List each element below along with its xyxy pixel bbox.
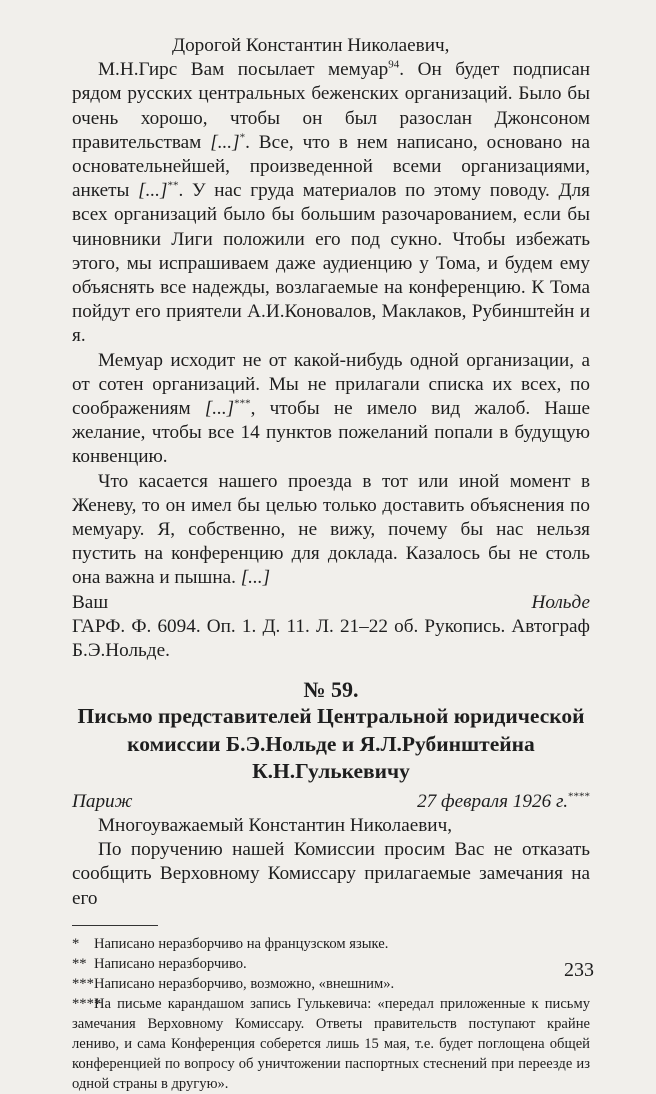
place: Париж (72, 790, 133, 812)
p1-text-d: . У нас груда материалов по этому поводу. Для всех организаций было бы большим разочарованием, если бы чиновники Лиги положили его под сукно. Чтобы избежать этого, мы испрашиваем даже аудиенцию у Тома, и будем ему объяснять все надежды, возлагаемые на конференцию. К Тома пойдут его приятели А.И.Коновалов, Маклаков, Рубинштейн и я. (72, 180, 591, 347)
footnote-3 (72, 974, 590, 994)
footnote-text: Написано неразборчиво на французском языке. (94, 935, 389, 952)
paragraph-3 (72, 470, 590, 591)
footnote-ref-3: *** (234, 397, 251, 410)
footnote-text: На письме карандашом запись Гулькевича: «передал приложенные к письму замечания Верховному Комиссару. Ответы правительств поступают крайне лениво, и сама Конференция соберется лишь 15 мая, т.е. будет поглощена общей конференцией по вопросу об уничтожении паспортных стеснений при переезде из одной страны в другую». (72, 995, 590, 1092)
footnote-mark: * (72, 935, 80, 952)
omission-mark: [...] (240, 567, 271, 589)
date-wrap (417, 790, 590, 814)
p2-text-a: Мемуар исходит не от какой-нибудь одной организации, а от сотен организаций. Мы не прилагали списка их всех, по соображениям (72, 349, 590, 420)
document-number: № 59. (303, 677, 359, 703)
p2-text-b: , чтобы не имело вид жалоб. Наше желание, чтобы все 14 пунктов пожеланий попали в будущую конвенцию. (72, 398, 590, 468)
page-body (72, 34, 590, 1094)
footnote-text: Написано неразборчиво. (94, 955, 247, 972)
footnote-separator (72, 925, 158, 926)
p1-text-b: . Он будет подписан рядом русских центральных беженских организаций. Было бы очень хорошо, чтобы он был разослан Джонсоном правительствам (72, 59, 590, 153)
p1-text-c: . Все, что в нем написано, основано на основательнейшей, произведенной всеми организациями, анкеты (72, 131, 590, 202)
footnote-ref-2: ** (167, 179, 179, 192)
footnote-mark: ** (72, 955, 87, 972)
archive-reference: ГАРФ. Ф. 6094. Оп. 1. Д. 11. Л. 21–22 об. Рукопись. Автограф Б.Э.Нольде. (72, 615, 590, 662)
salutation-1: Дорогой Константин Николаевич, (172, 35, 450, 56)
closing: Ваш (72, 591, 109, 613)
p3-text-a: Что касается нашего проезда в тот или иной момент в Женеву, то он имел бы целью только доставить объяснения по мемуару. Я, собственно, не вижу, почему бы нас нельзя пустить на конференцию для доклада. Казалось бы не столь она важна и пышна. (72, 470, 590, 589)
footnote-text: Написано неразборчиво, возможно, «внешним». (94, 975, 395, 992)
document-title-line-3: К.Н.Гулькевичу (252, 759, 410, 784)
date: 27 февраля 1926 г. (417, 790, 568, 812)
place-date-row (72, 790, 590, 814)
footnote-mark: **** (72, 995, 102, 1012)
paragraph-4: По поручению нашей Комиссии просим Вас не отказать сообщить Верховному Комиссару прилагаемые замечания на его (72, 839, 590, 909)
closing-row (72, 591, 590, 615)
omission-mark: [...] (138, 180, 168, 202)
document-title-line-2: комиссии Б.Э.Нольде и Я.Л.Рубинштейна (127, 731, 535, 756)
document-title-line-1: Письмо представителей Центральной юридической (77, 704, 585, 729)
footnote-mark: *** (72, 975, 94, 992)
footnote-ref-1: * (239, 131, 246, 144)
p1-text-a: М.Н.Гирс Вам посылает мемуар (98, 59, 389, 81)
omission-mark: [...] (210, 131, 240, 153)
page-number: 233 (564, 959, 594, 981)
footnotes (72, 934, 590, 1094)
footnote-1 (72, 934, 590, 954)
footnote-4 (72, 994, 590, 1094)
signature: Нольде (531, 591, 590, 613)
footnote-2 (72, 954, 590, 974)
salutation-2: Многоуважаемый Константин Николаевич, (98, 814, 453, 836)
paragraph-1 (72, 58, 590, 348)
omission-mark: [...] (204, 398, 235, 420)
footnote-ref-94: 94 (388, 58, 400, 71)
footnote-ref-4: **** (568, 790, 590, 803)
paragraph-2 (72, 349, 590, 470)
